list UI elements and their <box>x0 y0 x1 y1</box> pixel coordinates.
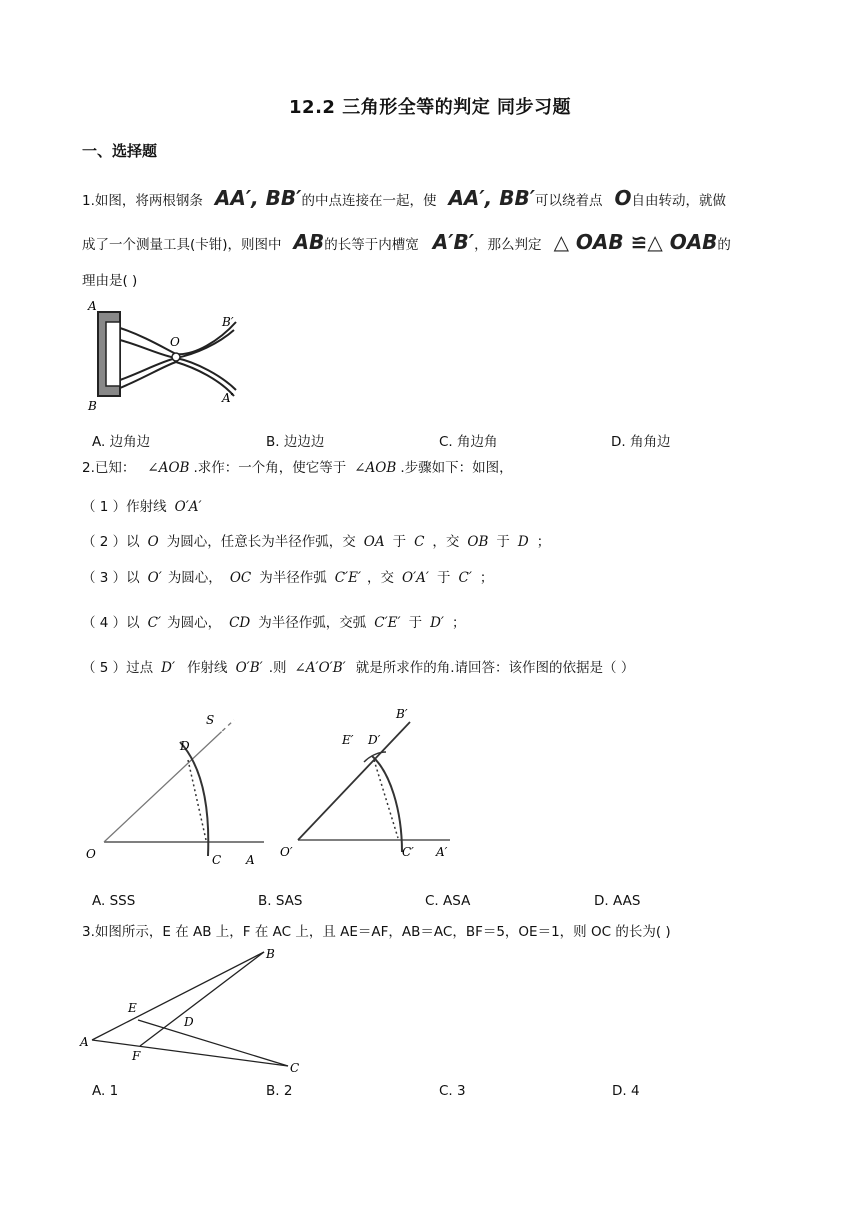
label-Bp: B′ <box>222 315 234 329</box>
label-C: C <box>290 1061 300 1075</box>
label-Cp: C′ <box>402 845 414 859</box>
page-title: 12.2 三角形全等的判定 同步习题 <box>289 97 571 118</box>
q3-option-c[interactable]: C. 3 <box>439 1083 466 1099</box>
q1-option-c[interactable]: C. 角边角 <box>439 434 498 450</box>
q3-option-a[interactable]: A. 1 <box>92 1083 119 1099</box>
label-A: A <box>246 853 255 867</box>
q2-option-a[interactable]: A. SSS <box>92 893 136 909</box>
label-A: A <box>88 299 97 313</box>
q2-line-1: 2.已知： ∠AOB .求作：一个角，使它等于 ∠AOB .步骤如下：如图， <box>82 460 513 476</box>
q1-math-ab: AB <box>293 230 325 254</box>
q3-option-d[interactable]: D. 4 <box>612 1083 640 1099</box>
label-F: F <box>132 1049 141 1063</box>
label-S: S <box>206 713 215 727</box>
q1-math-aa-bb: AA′, BB′ <box>214 186 302 210</box>
q2-figure-construction <box>278 700 468 870</box>
q2-figure-angle-aob <box>84 706 274 871</box>
q1-math-aa-bb-2: AA′, BB′ <box>448 186 536 210</box>
label-E: E <box>128 1001 137 1015</box>
label-Ap: A′ <box>222 391 234 405</box>
q3-option-b[interactable]: B. 2 <box>266 1083 293 1099</box>
q1-option-b[interactable]: B. 边边边 <box>266 434 325 450</box>
segment-ec <box>138 1020 288 1066</box>
section-heading: 一、选择题 <box>82 142 158 160</box>
ray-ob <box>104 720 234 842</box>
label-B: B <box>88 399 97 413</box>
label-C: C <box>212 853 222 867</box>
q2-step-4: （ 4 ）以 C′ 为圆心， CD 为半径作弧，交弧 C′E′ 于 D′ ； <box>82 615 466 631</box>
arc-mark <box>364 752 386 762</box>
q1-figure-caliper <box>84 296 254 416</box>
q1-line-1: 1.如图，将两根钢条 AA′, BB′的中点连接在一起，使 AA′, BB′可以绕着点 O自由转动，就做 <box>82 186 727 210</box>
q1-math-o: O <box>614 186 632 210</box>
arc-cd <box>180 742 208 856</box>
label-D: D <box>184 1015 194 1029</box>
caliper-slot <box>106 322 120 386</box>
label-B: B <box>266 947 275 961</box>
label-D: D <box>180 739 190 753</box>
label-Dp: D′ <box>368 733 381 747</box>
caliper-pivot <box>172 353 180 361</box>
label-O: O <box>170 335 180 349</box>
q2-step-1: （ 1 ）作射线 O′A′ <box>82 499 202 515</box>
label-Ap: A′ <box>436 845 448 859</box>
q1-option-a[interactable]: A. 边角边 <box>92 434 151 450</box>
label-Ep: E′ <box>342 733 354 747</box>
label-Op: O′ <box>280 845 293 859</box>
q1-option-d[interactable]: D. 角角边 <box>611 434 671 450</box>
caliper-arm-lower <box>120 362 234 396</box>
q3-figure-triangles <box>78 942 318 1078</box>
side-ac <box>92 1040 288 1066</box>
q1-line-2: 成了一个测量工具(卡钳)，则图中 AB的长等于内槽宽 A′B′，那么判定 △ OAB ≌△ OAB的 <box>82 230 731 254</box>
q2-step-3: （ 3 ）以 O′ 为圆心， OC 为半径作弧 C′E′ ，交 O′A′ 于 C′ ； <box>82 570 494 586</box>
side-ab <box>92 952 264 1040</box>
q1-line-3: 理由是( ) <box>82 273 138 289</box>
label-A: A <box>80 1035 89 1049</box>
q1-math-congruence: △ OAB ≌△ OAB <box>553 230 718 254</box>
q2-option-d[interactable]: D. AAS <box>594 893 641 909</box>
q1-math-apbp: A′B′ <box>432 230 475 254</box>
segment-fb <box>140 952 264 1046</box>
q2-step-2: （ 2 ）以 O 为圆心，任意长为半径作弧，交 OA 于 C ，交 OB 于 D ； <box>82 534 551 550</box>
q2-option-b[interactable]: B. SAS <box>258 893 303 909</box>
label-Bp: B′ <box>396 707 408 721</box>
label-O: O <box>86 847 96 861</box>
q2-option-c[interactable]: C. ASA <box>425 893 471 909</box>
q2-step-5: （ 5 ）过点 D′ 作射线 O′B′ .则 ∠A′O′B′ 就是所求作的角.请回答：该作图的依据是（ ） <box>82 660 635 676</box>
q3-line-1: 3.如图所示，E 在 AB 上，F 在 AC 上，且 AE＝AF，AB＝AC，BF＝5，OE＝1，则 OC 的长为( ) <box>82 924 671 940</box>
